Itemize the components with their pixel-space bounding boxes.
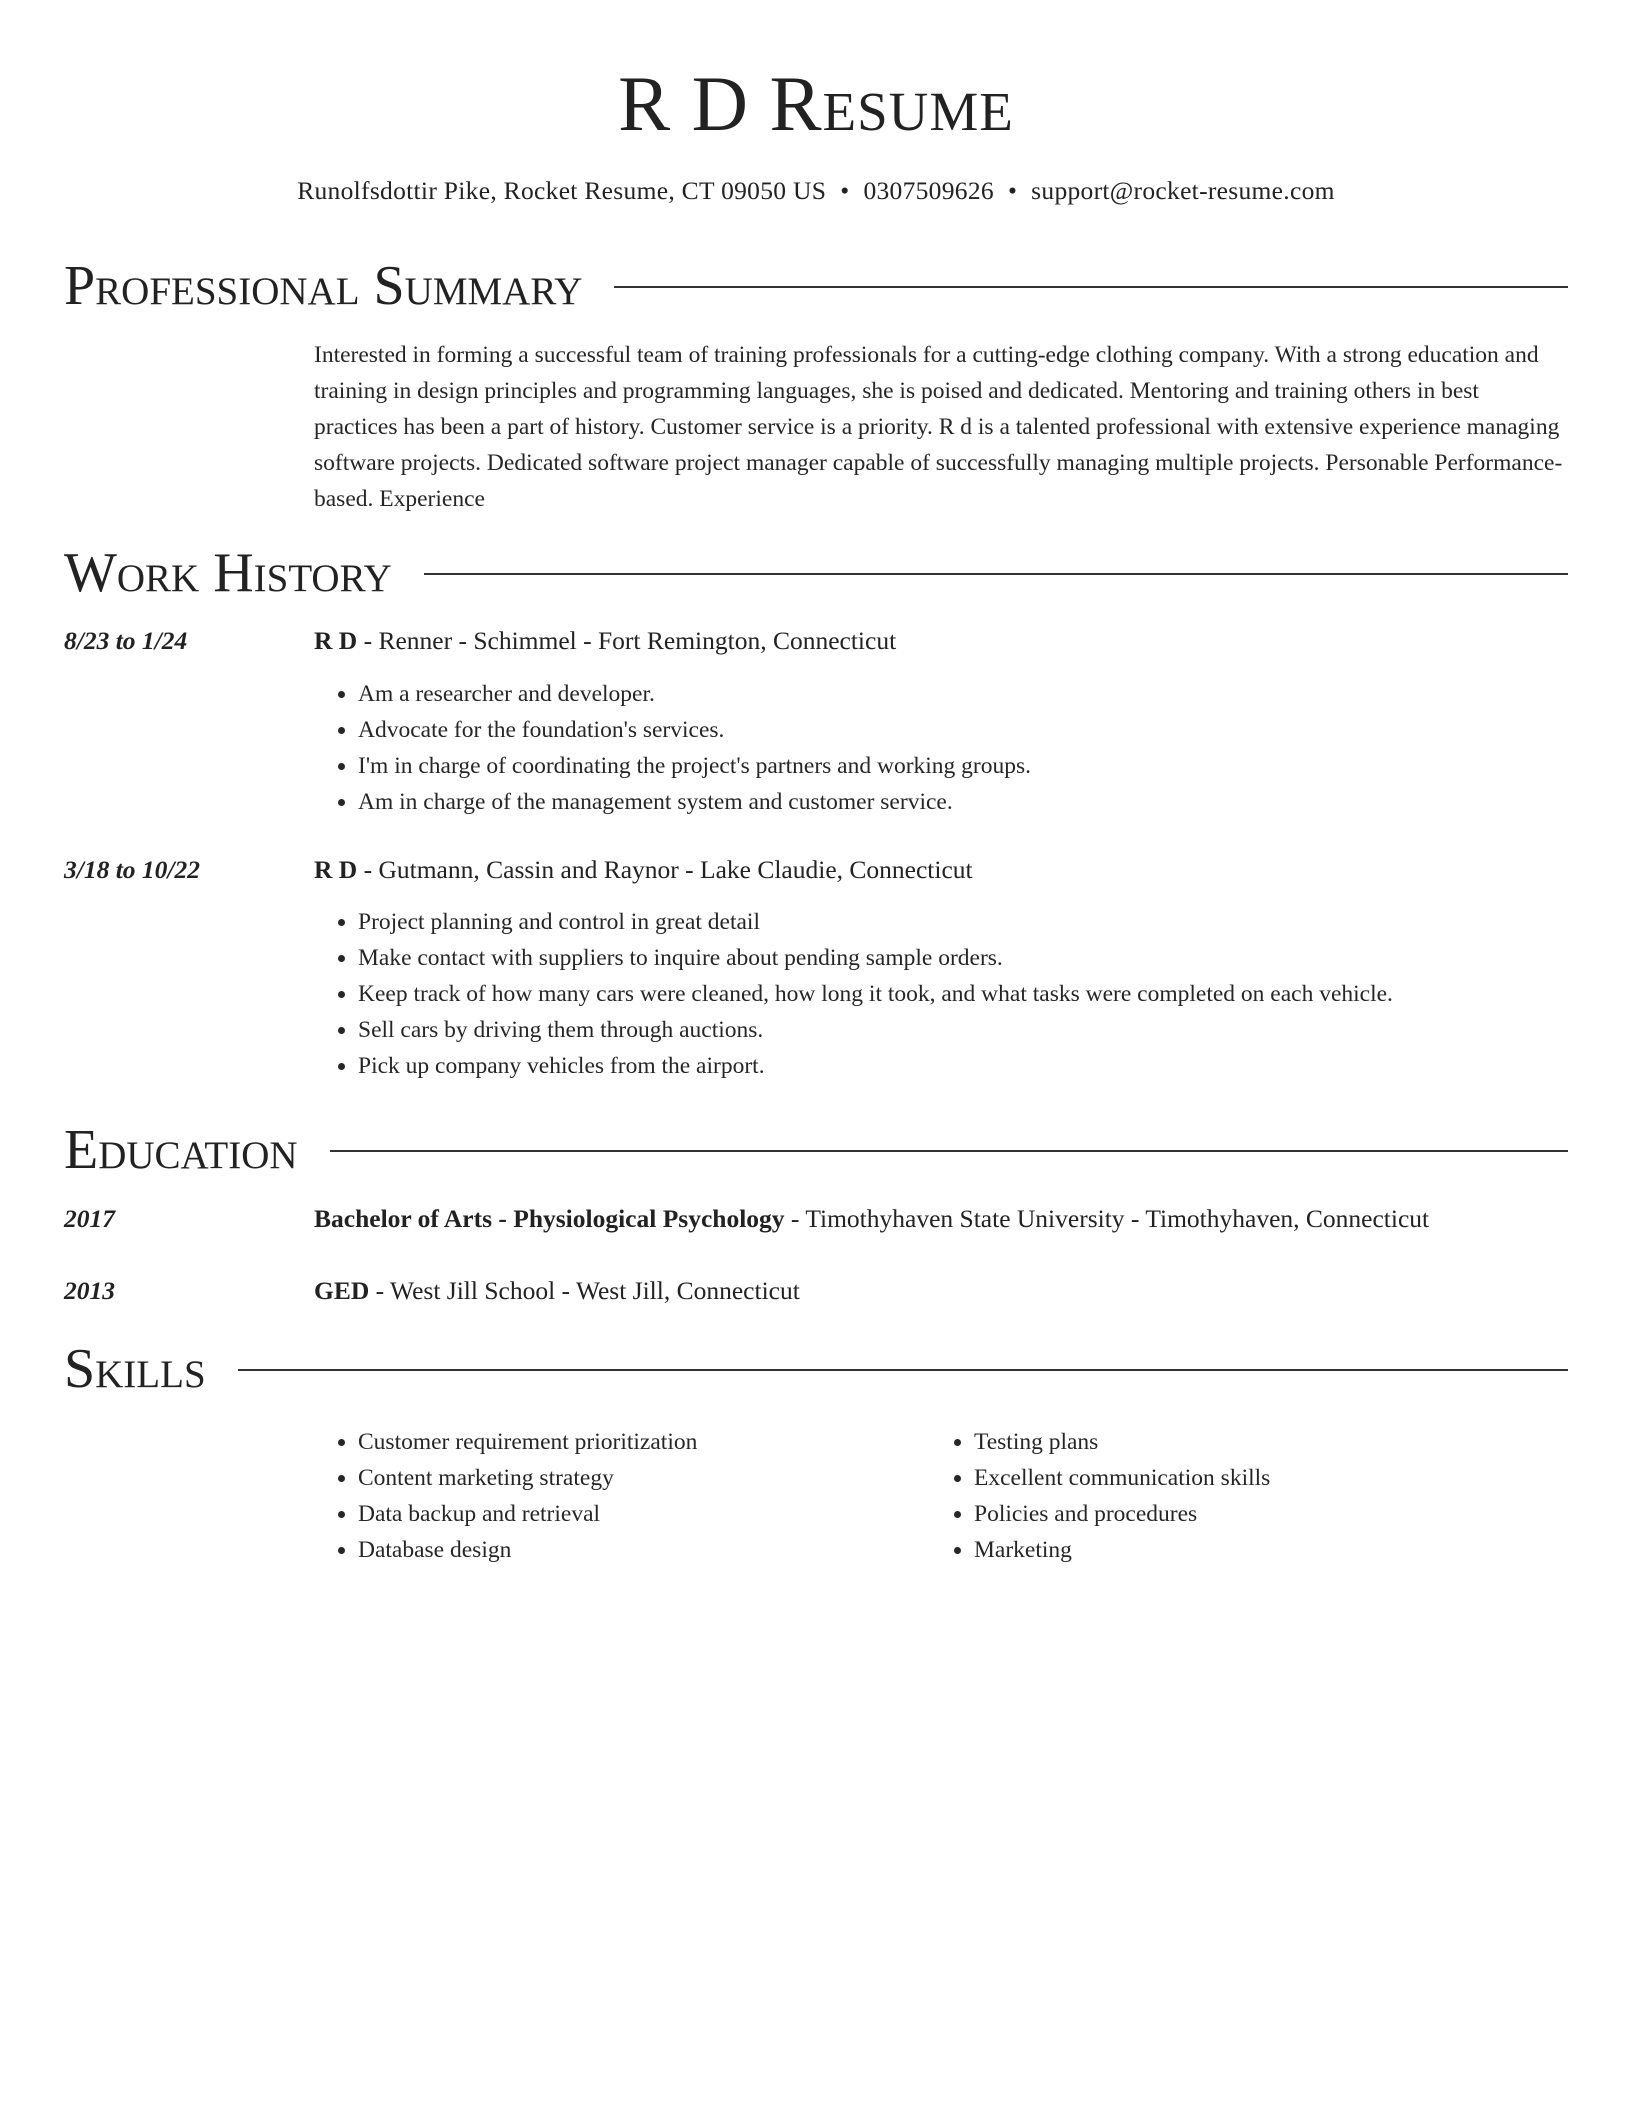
contact-phone: 0307509626: [863, 176, 994, 205]
list-item: • Keep track of how many cars were cleaned, how long it took, and what tasks were completed on each vehicle.: [358, 976, 1393, 1012]
resume-name: R D Resume: [618, 60, 1014, 147]
work-details: - Gutmann, Cassin and Raynor - Lake Claudie, Connecticut: [357, 855, 973, 884]
work-heading: [314, 852, 973, 888]
education-year: 2017: [64, 1204, 115, 1233]
summary-section-title: Professional Summary: [64, 255, 583, 317]
summary-section-header: [64, 254, 1568, 318]
work-title: R D: [314, 626, 358, 655]
education-details: - Timothyhaven State University - Timothyhaven, Connecticut: [784, 1204, 1430, 1233]
contact-address: Runolfsdottir Pike, Rocket Resume, CT 09050 US: [297, 176, 827, 205]
skill-item: • Customer requirement prioritization: [358, 1424, 918, 1460]
contact-separator: •: [840, 176, 850, 205]
list-item: • Sell cars by driving them through auctions.: [358, 1012, 1393, 1048]
education-details: - West Jill School - West Jill, Connecticut: [369, 1276, 800, 1305]
skill-item: • Content marketing strategy: [358, 1460, 918, 1496]
skill-item: • Policies and procedures: [974, 1496, 1574, 1532]
work-section-title: Work History: [64, 542, 392, 604]
work-section-header: [64, 541, 1568, 605]
work-heading: [314, 623, 896, 659]
section-divider: [614, 286, 1568, 288]
skills-section-header: [64, 1337, 1568, 1401]
list-item: • Am in charge of the management system and customer service.: [358, 784, 1031, 820]
education-section-title: Education: [64, 1119, 298, 1181]
work-details: - Renner - Schimmel - Fort Remington, Connecticut: [357, 626, 897, 655]
section-divider: [424, 573, 1568, 575]
education-heading: [314, 1273, 800, 1309]
contact-separator: •: [1007, 176, 1018, 205]
work-title: R D: [314, 855, 358, 884]
section-divider: [238, 1369, 1568, 1371]
skill-item: • Data backup and retrieval: [358, 1496, 918, 1532]
section-divider: [330, 1150, 1568, 1152]
education-heading: [314, 1201, 1429, 1237]
list-item: • Advocate for the foundation's services.: [358, 712, 1031, 748]
list-item: • I'm in charge of coordinating the project's partners and working groups.: [358, 748, 1031, 784]
contact-line: [0, 174, 1632, 208]
skill-item: • Marketing: [974, 1532, 1574, 1568]
work-dates: 8/23 to 1/24: [64, 626, 188, 655]
skill-item: • Database design: [358, 1532, 918, 1568]
education-degree: GED: [314, 1276, 370, 1305]
summary-text: Interested in forming a successful team of training professionals for a cutting-edge clothing company. With a strong education and training in design principles and programming languages, she is poised and dedicated. Mentoring and training others in best practices has been a part of history. Customer service is a priority. R d is a talented professional with extensive experience managing software projects. Dedicated software project manager capable of successfully managing multiple projects. Personable Performance-based. Experience: [314, 342, 1563, 512]
work-bullets: [314, 904, 1393, 1084]
skills-list-left: [314, 1424, 918, 1568]
education-year: 2013: [64, 1276, 115, 1305]
list-item: • Am a researcher and developer.: [358, 676, 1031, 712]
skills-section-title: Skills: [64, 1338, 206, 1400]
skill-item: • Excellent communication skills: [974, 1460, 1574, 1496]
contact-email: support@rocket-resume.com: [1031, 176, 1335, 205]
list-item: • Pick up company vehicles from the airport.: [358, 1048, 1393, 1084]
education-degree: Bachelor of Arts - Physiological Psychology: [314, 1204, 785, 1233]
education-section-header: [64, 1118, 1568, 1182]
list-item: • Make contact with suppliers to inquire about pending sample orders.: [358, 940, 1393, 976]
work-dates: 3/18 to 10/22: [64, 855, 201, 884]
work-bullets: [314, 676, 1031, 820]
skill-item: • Testing plans: [974, 1424, 1574, 1460]
skills-list-right: [930, 1424, 1574, 1568]
list-item: • Project planning and control in great detail: [358, 904, 1393, 940]
